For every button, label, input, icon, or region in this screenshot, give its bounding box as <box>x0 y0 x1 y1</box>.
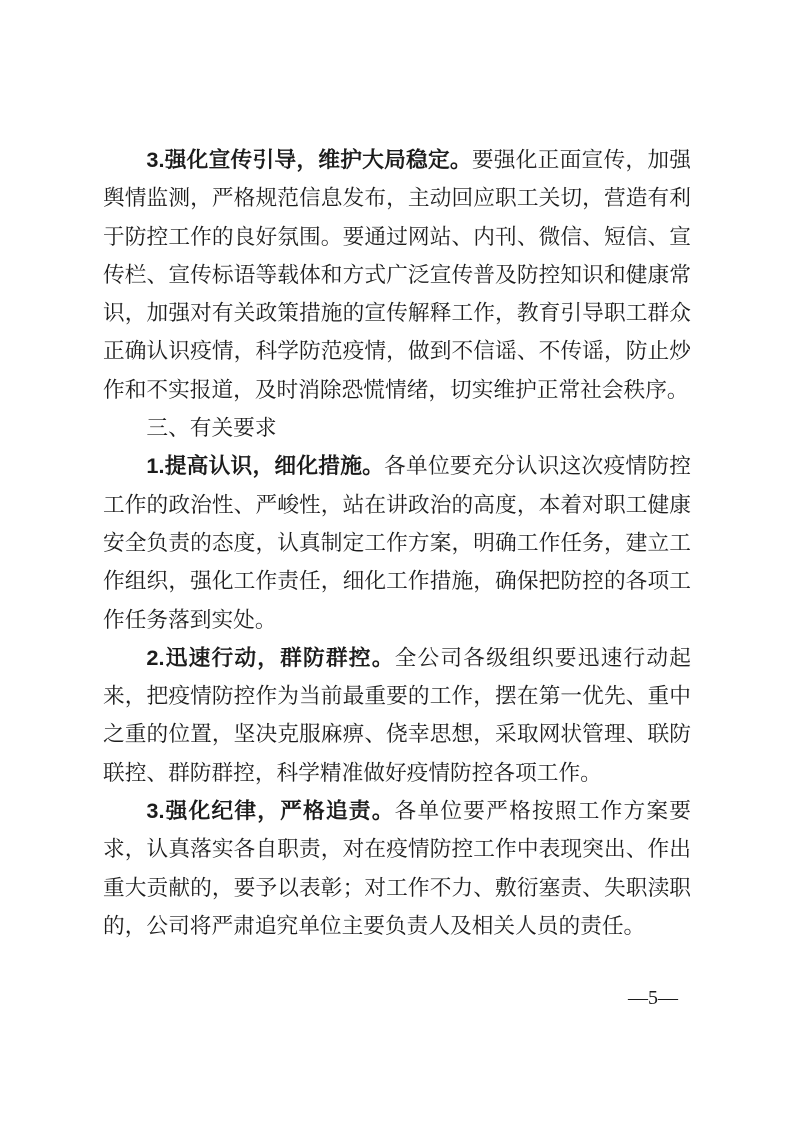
paragraph-lead: 3.强化宣传引导，维护大局稳定。 <box>146 147 472 172</box>
document-body <box>103 141 691 945</box>
paragraph-text: 要强化正面宣传，加强舆情监测，严格规范信息发布，主动回应职工关切，营造有利于防控工作的良好氛围。要通过网站、内刊、微信、短信、宣传栏、宣传标语等载体和方式广泛宣传普及防控知识和健康常识，加强对有关政策措施的宣传解释工作，教育引导职工群众正确认识疫情，科学防范疫情，做到不信谣、不传谣，防止炒作和不实报道，及时消除恐慌情绪，切实维护正常社会秩序。 <box>103 147 691 402</box>
paragraph-text: 各单位要充分认识这次疫情防控工作的政治性、严峻性，站在讲政治的高度，本着对职工健康安全负责的态度，认真制定工作方案，明确工作任务，建立工作组织，强化工作责任，细化工作措施，确保把防控的各项工作任务落到实处。 <box>103 453 691 632</box>
paragraph-swift-action <box>103 639 691 792</box>
paragraph-propaganda-guidance <box>103 141 691 409</box>
paragraph-raise-awareness <box>103 447 691 638</box>
section-heading-requirements: 三、有关要求 <box>146 415 277 441</box>
paragraph-text: 全公司各级组织要迅速行动起来，把疫情防控作为当前最重要的工作，摆在第一优先、重中之重的位置，坚决克服麻痹、侥幸思想，采取网状管理、联防联控、群防群控，科学精准做好疫情防控各项工作。 <box>103 644 691 785</box>
paragraph-lead: 1.提高认识，细化措施。 <box>146 453 385 479</box>
paragraph-lead: 3.强化纪律，严格追责。 <box>146 798 395 824</box>
page-number: —5— <box>628 987 678 1009</box>
paragraph-strengthen-discipline <box>103 792 691 945</box>
paragraph-text: 各单位要严格按照工作方案要求，认真落实各自职责，对在疫情防控工作中表现突出、作出重大贡献的，要予以表彰；对工作不力、敷衍塞责、失职渎职的，公司将严肃追究单位主要负责人及相关人员的责任。 <box>103 798 691 938</box>
paragraph-lead: 2.迅速行动，群防群控。 <box>146 644 395 670</box>
